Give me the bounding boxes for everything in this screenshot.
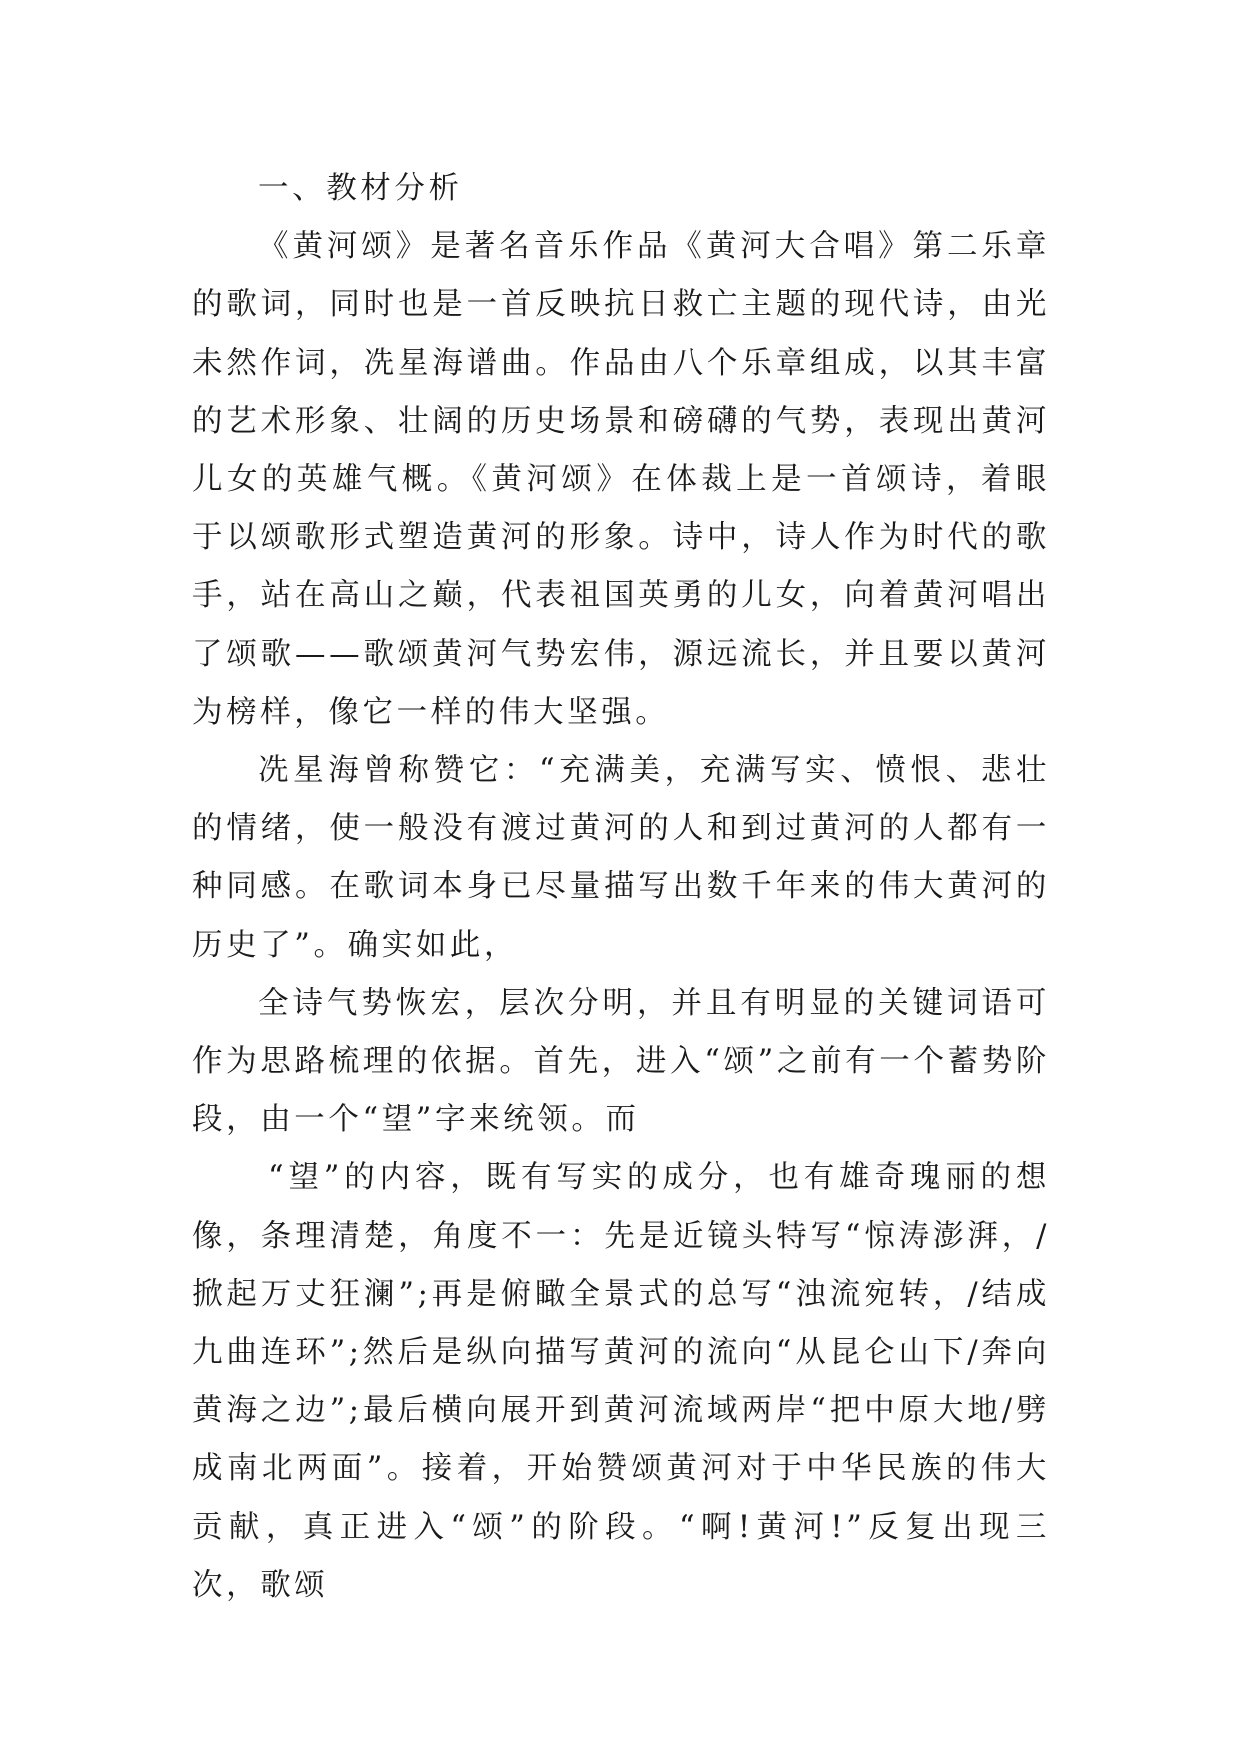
paragraph-structure: 全诗气势恢宏，层次分明，并且有明显的关键词语可作为思路梳理的依据。首先，进入“颂”之前有一个蓄势阶段，由一个“望”字来统领。而 xyxy=(192,985,1050,1138)
paragraph-intro: 《黄河颂》是著名音乐作品《黄河大合唱》第二乐章的歌词，同时也是一首反映抗日救亡主题的现代诗，由光未然作词，冼星海谱曲。作品由八个乐章组成，以其丰富的艺术形象、壮阔的历史场景和磅礴的气势，表现出黄河儿女的英雄气概。《黄河颂》在体裁上是一首颂诗，着眼于以颂歌形式塑造黄河的形象。诗中，诗人作为时代的歌手，站在高山之巅，代表祖国英勇的儿女，向着黄河唱出了颂歌——歌颂黄河气势宏伟，源远流长，并且要以黄河为榜样，像它一样的伟大坚强。 xyxy=(192,229,1050,730)
document-body xyxy=(192,160,1050,1615)
paragraph-xian-xinghai-quote: 冼星海曾称赞它：“充满美，充满写实、愤恨、悲壮的情绪，使一般没有渡过黄河的人和到过黄河的人都有一种同感。在歌词本身已尽量描写出数千年来的伟大黄河的历史了”。确实如此， xyxy=(192,753,1050,963)
section-heading: 一、教材分析 xyxy=(258,171,463,206)
paragraph-wang-content: “望”的内容，既有写实的成分，也有雄奇瑰丽的想像，条理清楚，角度不一：先是近镜头特写“惊涛澎湃，/掀起万丈狂澜”;再是俯瞰全景式的总写“浊流宛转，/结成九曲连环”;然后是纵向描写黄河的流向“从昆仑山下/奔向黄海之边”;最后横向展开到黄河流域两岸“把中原大地/劈成南北两面”。接着，开始赞颂黄河对于中华民族的伟大贡献，真正进入“颂”的阶段。“啊!黄河!”反复出现三次，歌颂 xyxy=(192,1160,1050,1603)
